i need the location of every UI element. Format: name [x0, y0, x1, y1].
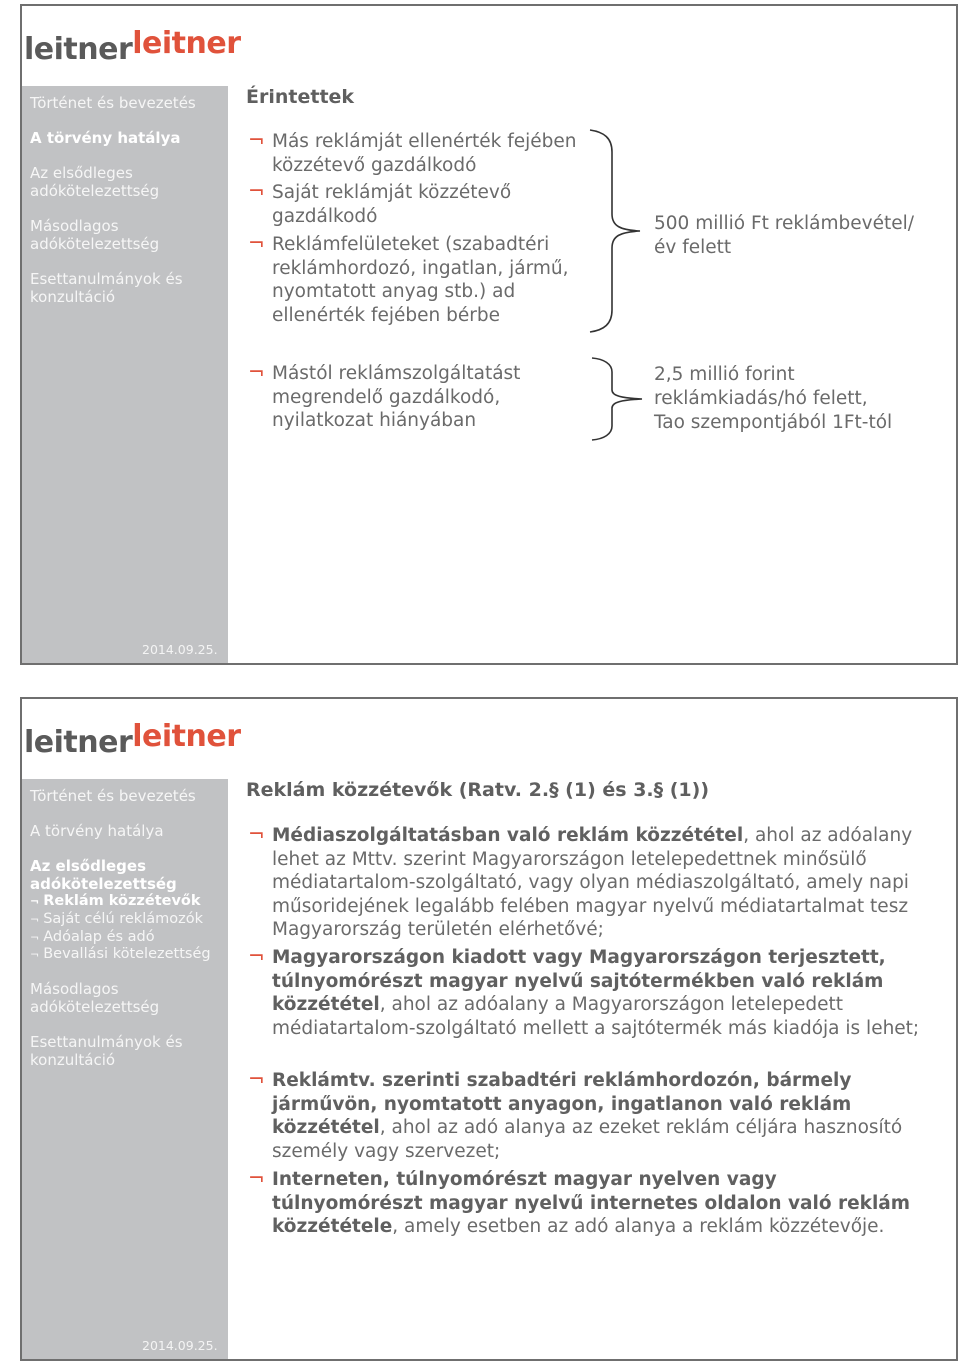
- nav-item-scope[interactable]: A törvény hatálya: [30, 129, 181, 147]
- sidebar-nav: [22, 86, 228, 663]
- bullet-marker: ¬: [248, 1166, 265, 1190]
- nav-item-secondary-tax[interactable]: Másodlagos adókötelezettség: [30, 217, 160, 253]
- nav-item-secondary-tax[interactable]: Másodlagos adókötelezettség: [30, 980, 160, 1016]
- sub-nav-item-tax-base[interactable]: ¬ Adóalap és adó: [30, 929, 155, 945]
- nav-item-primary-tax[interactable]: Az elsődleges adókötelezettség: [30, 857, 177, 893]
- curly-brace-icon: [588, 128, 644, 334]
- nav-item-case-studies[interactable]: Esettanulmányok és konzultáció: [30, 1033, 183, 1069]
- bullet-marker: ¬: [248, 360, 265, 384]
- nav-item-case-studies[interactable]: Esettanulmányok és konzultáció: [30, 270, 183, 306]
- bullet-marker: ¬: [248, 128, 265, 152]
- leitner-logo: leitnerleitner: [24, 26, 241, 67]
- threshold-note-expense: 2,5 millió forint reklámkiadás/hó felett, Tao szempontjából 1Ft-tól: [654, 364, 893, 433]
- bullet-marker: ¬: [248, 944, 265, 968]
- nav-item-scope[interactable]: A törvény hatálya: [30, 822, 164, 840]
- sidebar-nav: [22, 779, 228, 1359]
- slide-date: 2014.09.25.: [142, 642, 218, 657]
- threshold-note-revenue: 500 millió Ft reklámbevétel/év felett: [654, 213, 915, 258]
- sub-nav-item-self-advertisers[interactable]: ¬ Saját célú reklámozók: [30, 911, 203, 927]
- slide-2: leitnerleitner Történet és bevezetés A törvény hatálya Az elsődleges adókötelezettség ¬ Reklám közzétevők ¬ Saját célú reklámozók ¬ Adóalap és adó ¬ Bevallási kötelezettség Másodlagos adókötelezettség Esettanulmányok és konzultáció 2014.09.25. Reklám közzétevők (Ratv. 2.§ (1) és 3.§ (1)) ¬ Médiaszolgáltatásban való reklám közzététel, ahol az adóalany lehet az Mttv. szerint Magyarországon letelepedettnek minősülő médiatartalom-szolgáltató, vagy olyan médiaszolgáltató, amely napi műsoridejének legalább felében magyar nyelvű médiatartalmat tesz Magyarország területén elérhetővé; ¬ Magyarországon kiadott vagy Magyarországon terjesztett, túlnyomórészt magyar nyelvű sajtótermékben való reklám közzététel, ahol az adóalany a Magyarországon letelepedett médiatartalom-szolgáltató mellett a sajtótermék más kiadója is lehet; ¬ Reklámtv. szerinti szabadtéri reklámhordozón, bármely járművön, nyomtatott anyagon, ingatlanon való reklám közzététel, ahol az adó alanya az ezeket reklám céljára hasznosító személy vagy szervezet; ¬ Interneten, túlnyomórészt magyar nyelven vagy túlnyomórészt magyar nyelvű internetes oldalon való reklám közzététele, amely esetben az adó alanya a reklám közzétevője.: [20, 697, 958, 1361]
- leitner-logo: leitnerleitner: [24, 719, 241, 760]
- slide-title: Érintettek: [246, 86, 355, 108]
- curly-brace-icon: [590, 356, 646, 442]
- slide-title: Reklám közzétevők (Ratv. 2.§ (1) és 3.§ (1)): [246, 779, 710, 801]
- slide-date: 2014.09.25.: [142, 1338, 218, 1353]
- bullet-marker: ¬: [248, 1067, 265, 1091]
- sub-nav-item-filing[interactable]: ¬ Bevallási kötelezettség: [30, 946, 211, 962]
- slide-1: leitnerleitner Történet és bevezetés A törvény hatálya Az elsődleges adókötelezettség Másodlagos adókötelezettség Esettanulmányok és konzultáció 2014.09.25. Érintettek ¬ Más reklámját ellenérték fejében közzétevő gazdálkodó ¬ Saját reklámját közzétevő gazdálkodó ¬ Reklámfelületeket (szabadtéri reklámhordozó, ingatlan, jármű, nyomtatott anyag stb.) ad ellenérték fejében bérbe 500 millió Ft reklámbevétel/év felett ¬ Mástól reklámszolgáltatást megrendelő gazdálkodó, nyilatkozat hiányában 2,5 millió forint reklámkiadás/hó felett, Tao szempontjából 1Ft-tól: [20, 4, 958, 665]
- nav-item-history[interactable]: Történet és bevezetés: [30, 94, 196, 112]
- sub-nav-item-publishers[interactable]: ¬ Reklám közzétevők: [30, 893, 201, 909]
- bullet-marker: ¬: [248, 822, 265, 846]
- nav-item-history[interactable]: Történet és bevezetés: [30, 787, 196, 805]
- bullet-marker: ¬: [248, 179, 265, 203]
- bullet-marker: ¬: [248, 231, 265, 255]
- nav-item-primary-tax[interactable]: Az elsődleges adókötelezettség: [30, 164, 160, 200]
